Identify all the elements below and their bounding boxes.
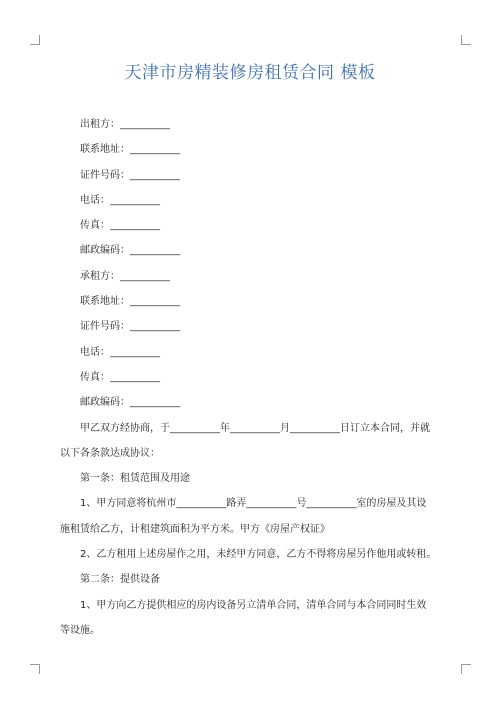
article-2-item-1-line-2: 等设施。: [60, 624, 100, 636]
lessee-name-field: 承租方：__________: [80, 270, 170, 282]
article-1-item-1-line-2: 施租赁给乙方，计租建筑面积为平方米。甲方《房屋产权证》: [60, 523, 330, 535]
lessor-postcode-field: 邮政编码：__________: [80, 245, 180, 257]
lessor-phone-field: 电话：__________: [80, 194, 160, 206]
lessee-postcode-field: 邮政编码：__________: [80, 397, 180, 409]
lessor-fax-field: 传真：__________: [80, 220, 160, 232]
lessor-address-field: 联系地址：__________: [80, 144, 180, 156]
article-1-heading: 第一条：租赁范围及用途: [80, 473, 190, 485]
lessor-id-field: 证件号码：__________: [80, 169, 180, 181]
corner-mark-top-right: [461, 35, 471, 45]
corner-mark-top-left: [30, 35, 40, 45]
lessee-address-field: 联系地址：__________: [80, 296, 180, 308]
document-body: [60, 112, 440, 643]
lessee-id-field: 证件号码：__________: [80, 321, 180, 333]
intro-paragraph-line-2: 以下各条款达成协议：: [60, 447, 160, 459]
article-1-item-1-line-1: 1、甲方同意将杭州市__________路弄__________号__________室的房屋及其设: [80, 498, 427, 510]
article-1-item-2: 2、乙方租用上述房屋作之用，未经甲方同意，乙方不得将房屋另作他用或转租。: [80, 549, 437, 561]
document-title: 天津市房精装修房租赁合同 模板: [124, 63, 376, 83]
lessee-fax-field: 传真：__________: [80, 371, 160, 383]
article-2-item-1-line-1: 1、甲方向乙方提供相应的房内设备另立清单合同，清单合同与本合同同时生效: [80, 599, 427, 611]
intro-paragraph-line-1: 甲乙双方经协商，于__________年__________月__________日订立本合同，并就: [80, 422, 430, 434]
corner-mark-bottom-left: [30, 664, 40, 674]
corner-mark-bottom-right: [461, 664, 471, 674]
lessor-name-field: 出租方：__________: [80, 119, 170, 130]
article-2-heading: 第二条：提供设备: [80, 574, 160, 586]
lessee-phone-field: 电话：__________: [80, 346, 160, 358]
